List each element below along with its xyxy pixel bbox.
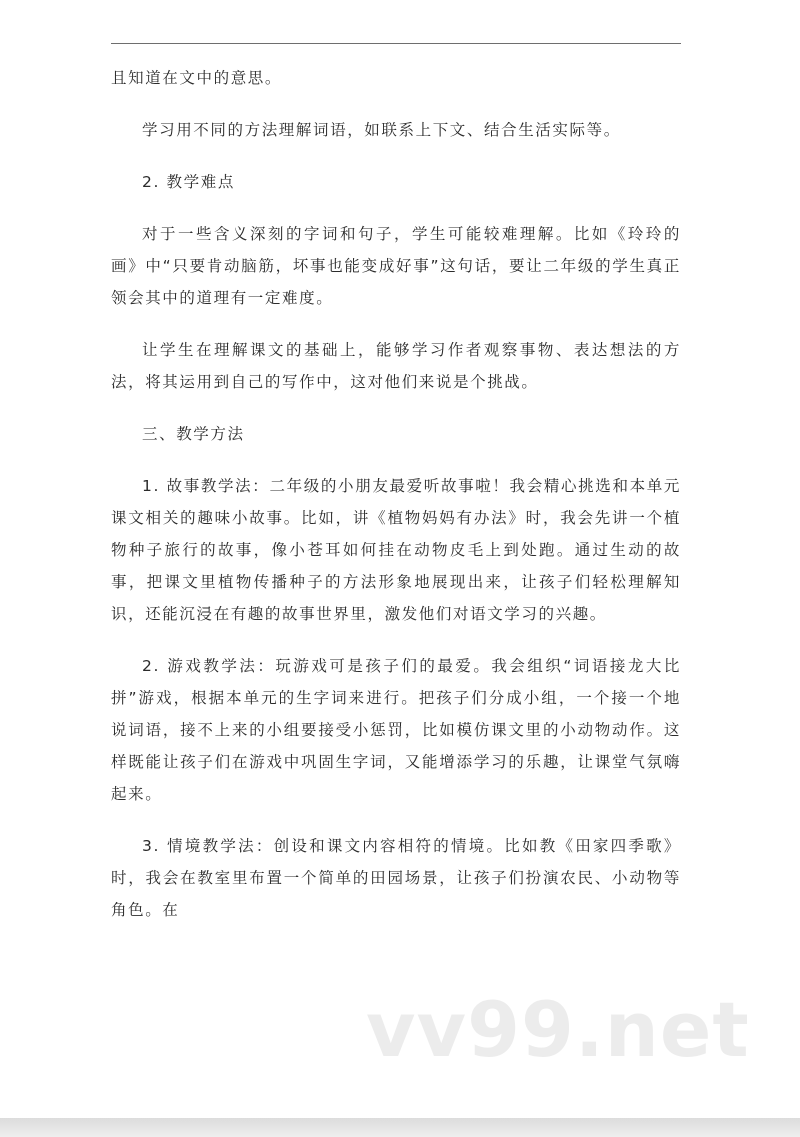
header-rule: [111, 43, 681, 44]
paragraph: 让学生在理解课文的基础上，能够学习作者观察事物、表达想法的方法，将其运用到自己的写作中，这对他们来说是个挑战。: [111, 341, 681, 391]
paragraph: 2. 游戏教学法：玩游戏可是孩子们的最爱。我会组织“词语接龙大比拼”游戏，根据本单元的生字词来进行。把孩子们分成小组，一个接一个地说词语，接不上来的小组要接受小惩罚，比如模仿课文里的小动物动作。这样既能让孩子们在游戏中巩固生字词，又能增添学习的乐趣，让课堂气氛嗨起来。: [111, 657, 681, 803]
paragraph: 学习用不同的方法理解词语，如联系上下文、结合生活实际等。: [142, 121, 621, 139]
paragraph-continuation: 且知道在文中的意思。: [111, 69, 283, 87]
section-heading: 三、教学方法: [142, 425, 245, 443]
paragraph: 对于一些含义深刻的字词和句子，学生可能较难理解。比如《玲玲的画》中“只要肯动脑筋，坏事也能变成好事”这句话，要让二年级的学生真正领会其中的道理有一定难度。: [111, 225, 681, 307]
paragraph: 1. 故事教学法：二年级的小朋友最爱听故事啦！我会精心挑选和本单元课文相关的趣味小故事。比如，讲《植物妈妈有办法》时，我会先讲一个植物种子旅行的故事，像小苍耳如何挂在动物皮毛上到处跑。通过生动的故事，把课文里植物传播种子的方法形象地展现出来，让孩子们轻松理解知识，还能沉浸在有趣的故事世界里，激发他们对语文学习的兴趣。: [111, 477, 681, 623]
paragraph: 3. 情境教学法：创设和课文内容相符的情境。比如教《田家四季歌》时，我会在教室里布置一个简单的田园场景，让孩子们扮演农民、小动物等角色。在: [111, 837, 681, 919]
document-body: [111, 62, 681, 946]
viewer-bottom-bar: [0, 1118, 800, 1137]
section-heading: 2. 教学难点: [142, 173, 235, 191]
watermark: vv99.net: [366, 985, 750, 1074]
